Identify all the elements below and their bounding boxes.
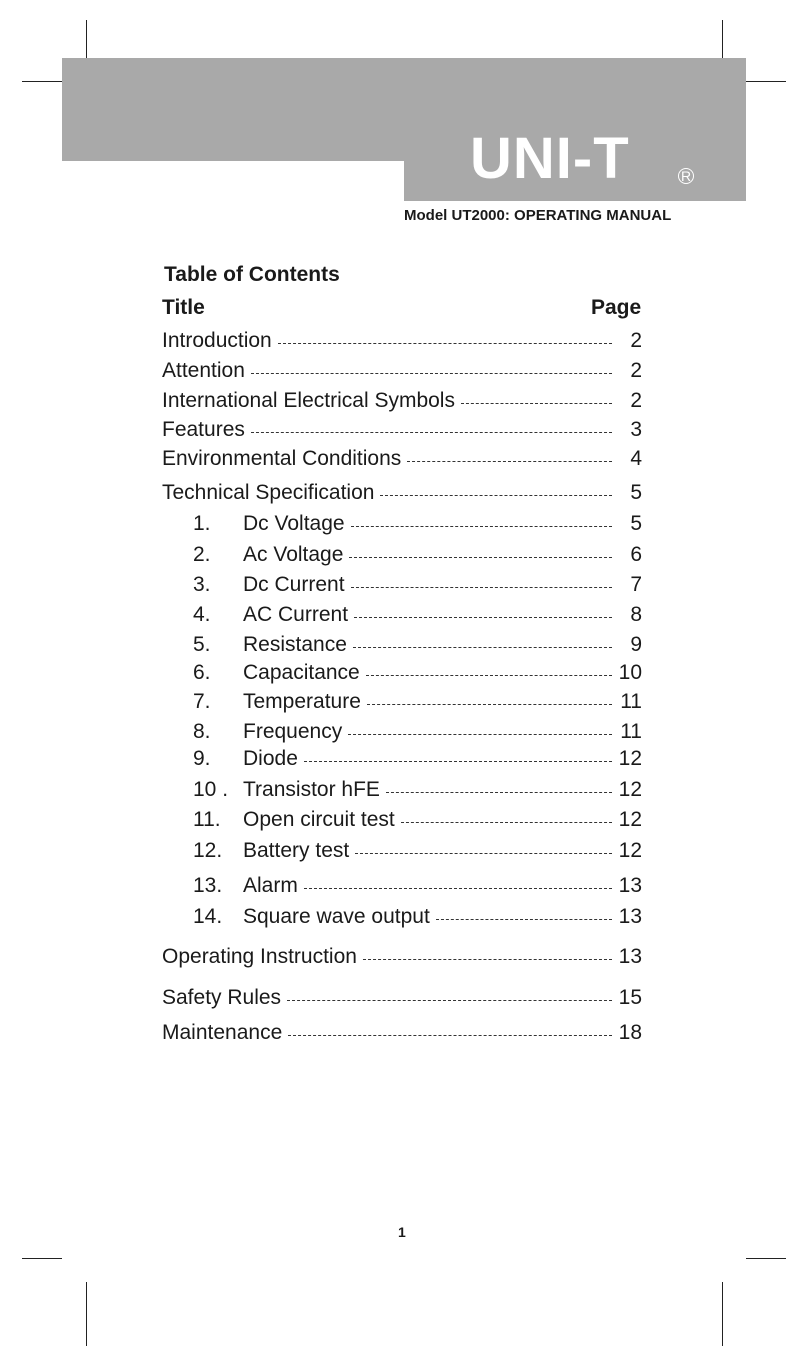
toc-entry-page: 13 (618, 874, 642, 897)
toc-entry-page: 13 (618, 945, 642, 968)
toc-subentry[interactable] (193, 660, 642, 686)
toc-entry-page: 2 (630, 329, 642, 352)
toc-entry-page: 15 (618, 986, 642, 1009)
toc-entry-page: 13 (618, 905, 642, 928)
toc-entry-number: 5. (193, 633, 211, 656)
brand-logo: UNI-T (470, 126, 630, 191)
toc-entry-label: Operating Instruction (162, 945, 357, 968)
crop-mark (746, 81, 786, 82)
toc-entry-label: Introduction (162, 329, 272, 352)
toc-subentry[interactable] (193, 511, 642, 537)
dot-leader (288, 1035, 612, 1036)
toc-subentry[interactable] (193, 904, 642, 930)
toc-subentry[interactable] (193, 719, 642, 745)
toc-entry-label: Safety Rules (162, 986, 282, 1009)
header-banner (62, 58, 746, 161)
toc-entry-label: Dc Current (243, 573, 345, 596)
crop-mark (22, 81, 62, 82)
toc-entry[interactable] (162, 446, 642, 472)
toc-entry-label: Maintenance (162, 1021, 283, 1044)
toc-entry-page: 2 (630, 389, 642, 412)
toc-entry-number: 14. (193, 905, 223, 928)
dot-leader (287, 1000, 612, 1001)
toc-entry-page: 5 (630, 481, 642, 504)
toc-entry-label: Capacitance (243, 661, 360, 684)
toc-subentry[interactable] (193, 838, 642, 864)
toc-entry-label: Transistor hFE (243, 778, 380, 801)
dot-leader (366, 675, 612, 676)
dot-leader (351, 526, 612, 527)
toc-subentry[interactable] (193, 807, 642, 833)
toc-subentry[interactable] (193, 632, 642, 658)
toc-entry[interactable] (162, 1020, 642, 1046)
toc-heading: Table of Contents (164, 263, 340, 286)
toc-entry-label: Resistance (243, 633, 347, 656)
dot-leader (304, 888, 612, 889)
dot-leader (367, 704, 612, 705)
toc-entry-label: Technical Specification (162, 481, 375, 504)
toc-entry-page: 12 (618, 747, 642, 770)
toc-entry-label: Open circuit test (243, 808, 395, 831)
toc-entry-number: 2. (193, 543, 211, 566)
toc-entry-page: 3 (630, 418, 642, 441)
toc-entry-number: 13. (193, 874, 223, 897)
toc-subentry[interactable] (193, 777, 642, 803)
toc-entry[interactable] (162, 328, 642, 354)
dot-leader (251, 432, 612, 433)
toc-entry[interactable] (162, 417, 642, 443)
toc-entry[interactable] (162, 358, 642, 384)
toc-entry-page: 18 (618, 1021, 642, 1044)
crop-mark (22, 1258, 62, 1259)
toc-subentry[interactable] (193, 602, 642, 628)
crop-mark (86, 1282, 87, 1346)
toc-entry-label: Attention (162, 359, 245, 382)
toc-subentry[interactable] (193, 746, 642, 772)
dot-leader (251, 373, 612, 374)
toc-entry-label: Features (162, 418, 245, 441)
dot-leader (363, 959, 612, 960)
toc-entry-label: International Electrical Symbols (162, 389, 455, 412)
toc-entry-label: Battery test (243, 839, 350, 862)
toc-entry-page: 12 (618, 839, 642, 862)
toc-entry-page: 9 (630, 633, 642, 656)
toc-entry-page: 4 (630, 447, 642, 470)
dot-leader (407, 461, 612, 462)
toc-entry[interactable] (162, 944, 642, 970)
dot-leader (355, 853, 612, 854)
toc-entry-number: 3. (193, 573, 211, 596)
model-title: Model UT2000: OPERATING MANUAL (404, 207, 672, 224)
dot-leader (401, 822, 612, 823)
toc-entry-page: 11 (620, 690, 642, 713)
toc-entry-label: Temperature (243, 690, 361, 713)
toc-entry-page: 2 (630, 359, 642, 382)
toc-entry-page: 5 (630, 512, 642, 535)
dot-leader (386, 792, 612, 793)
toc-entry-label: AC Current (243, 603, 349, 626)
dot-leader (351, 587, 612, 588)
toc-entry[interactable] (162, 388, 642, 414)
toc-entry-number: 4. (193, 603, 211, 626)
toc-entry-number: 1. (193, 512, 211, 535)
toc-subentry[interactable] (193, 873, 642, 899)
toc-entry-number: 8. (193, 720, 211, 743)
dot-leader (353, 647, 612, 648)
toc-entry-number: 11. (193, 808, 221, 831)
toc-entry-label: Environmental Conditions (162, 447, 402, 470)
toc-entry-number: 9. (193, 747, 211, 770)
dot-leader (304, 761, 612, 762)
toc-entry[interactable] (162, 985, 642, 1011)
toc-entry-label: Diode (243, 747, 298, 770)
toc-entry-page: 12 (618, 778, 642, 801)
dot-leader (354, 617, 612, 618)
toc-subentry[interactable] (193, 689, 642, 715)
toc-entry-number: 7. (193, 690, 211, 713)
toc-entry-label: Alarm (243, 874, 298, 897)
dot-leader (380, 495, 612, 496)
toc-entry-label: Square wave output (243, 905, 430, 928)
toc-subentry[interactable] (193, 572, 642, 598)
page-number: 1 (398, 1224, 406, 1240)
dot-leader (278, 343, 612, 344)
dot-leader (436, 919, 612, 920)
toc-entry-label: Dc Voltage (243, 512, 345, 535)
crop-mark (746, 1258, 786, 1259)
toc-entry[interactable] (162, 480, 642, 506)
toc-entry-page: 7 (630, 573, 642, 596)
toc-entry-label: Frequency (243, 720, 343, 743)
toc-entry-number: 12. (193, 839, 223, 862)
crop-mark (722, 1282, 723, 1346)
toc-entry-page: 11 (620, 720, 642, 743)
toc-entry-page: 12 (618, 808, 642, 831)
toc-entry-page: 6 (630, 543, 642, 566)
toc-subentry[interactable] (193, 542, 642, 568)
registered-mark: R (678, 168, 694, 184)
toc-entry-label: Ac Voltage (243, 543, 344, 566)
toc-entry-page: 10 (618, 661, 642, 684)
dot-leader (348, 734, 612, 735)
toc-entry-page: 8 (630, 603, 642, 626)
column-title-header: Title (162, 296, 205, 319)
dot-leader (349, 557, 612, 558)
toc-entry-number: 6. (193, 661, 211, 684)
column-page-header: Page (591, 296, 642, 319)
toc-entry-number: 10 . (193, 778, 229, 801)
dot-leader (461, 403, 612, 404)
